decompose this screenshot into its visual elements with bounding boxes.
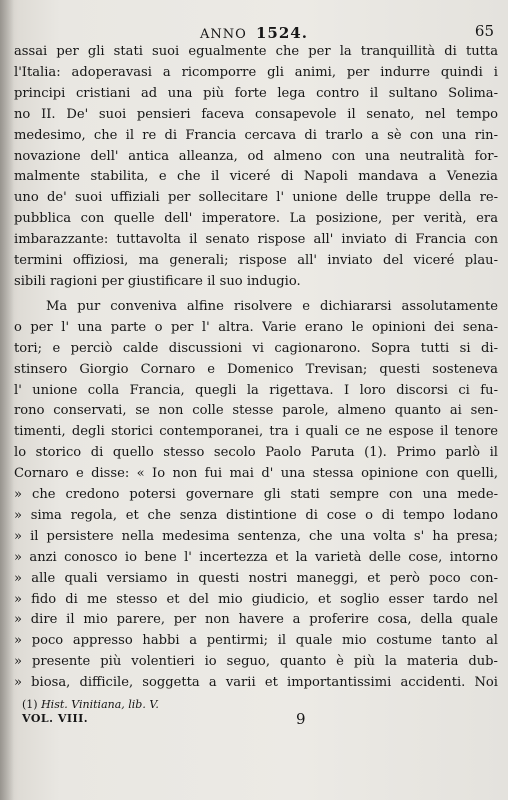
quote-line: » anzi conosco io bene l' incertezza et la varietà delle cose, intorno bbox=[14, 549, 498, 565]
footnote bbox=[22, 698, 159, 711]
volume-label: VOL. VIII. bbox=[22, 712, 89, 725]
text-line: imbarazzante: tuttavolta il senato rispose all' inviato di Francia con bbox=[14, 232, 498, 248]
text-line: rono conservati, se non colle stesse parole, almeno quanto ai sen- bbox=[14, 403, 498, 419]
signature-mark: 9 bbox=[296, 710, 306, 728]
paragraph-end-line: sibili ragioni per giustificare il suo indugio. bbox=[14, 273, 301, 289]
quote-line: » sima regola, et che senza distintione di cose o di tempo lodano bbox=[14, 507, 498, 523]
running-head bbox=[0, 24, 508, 42]
text-line: medesimo, che il re di Francia cercava di trarlo a sè con una rin- bbox=[14, 127, 498, 143]
text-line: l' unione colla Francia, quegli la rigettava. I loro discorsi ci fu- bbox=[14, 382, 498, 398]
text-line: tori; e perciò calde discussioni vi cagionarono. Sopra tutti si di- bbox=[14, 340, 498, 356]
text-line: termini offiziosi, ma generali; rispose all' inviato del viceré plau- bbox=[14, 253, 498, 269]
quote-line: » presente più volentieri io seguo, quanto è più la materia dub- bbox=[14, 654, 498, 670]
text-line: no II. De' suoi pensieri faceva consapevole il senato, nel tempo bbox=[14, 106, 498, 122]
footnote-marker: (1) bbox=[22, 698, 38, 711]
page-number: 65 bbox=[474, 22, 494, 40]
quote-line: » poco appresso habbi a pentirmi; il quale mio costume tanto al bbox=[14, 633, 498, 649]
binding-shadow bbox=[0, 0, 14, 800]
quote-line: » che credono potersi governare gli stati sempre con una mede- bbox=[14, 487, 498, 503]
text-line: malmente stabilita, e che il viceré di Napoli mandava a Venezia bbox=[14, 169, 498, 185]
quote-line: » alle quali versiamo in questi nostri maneggi, et però poco con- bbox=[14, 570, 498, 586]
text-line: stinsero Giorgio Cornaro e Domenico Trevisan; questi sosteneva bbox=[14, 361, 498, 377]
text-line: lo storico di quello stesso secolo Paolo Paruta (1). Primo parlò il bbox=[14, 445, 498, 461]
text-line: timenti, degli storici contemporanei, tra i quali ce ne espose il tenore bbox=[14, 424, 498, 440]
text-line: assai per gli stati suoi egualmente che per la tranquillità di tutta bbox=[14, 44, 498, 59]
text-line: Cornaro e disse: « Io non fui mai d' una stessa opinione con quelli, bbox=[14, 466, 498, 482]
footnote-text: Hist. Vinitiana, lib. V. bbox=[41, 698, 159, 711]
text-line: principi cristiani ad una più forte lega contro il sultano Solima- bbox=[14, 85, 498, 101]
running-head-year: 1524. bbox=[255, 24, 308, 42]
quote-line: » fido di me stesso et del mio giudicio, et soglio esser tardo nel bbox=[14, 591, 498, 607]
text-line: o per l' una parte o per l' altra. Varie erano le opinioni dei sena- bbox=[14, 319, 498, 335]
body-text bbox=[14, 42, 498, 694]
text-line: novazione dell' antica alleanza, od almeno con una neutralità for- bbox=[14, 148, 498, 164]
quote-line: » dire il mio parere, per non havere a proferire cosa, della quale bbox=[14, 612, 498, 628]
quote-line: » il persistere nella medesima sentenza, che una volta s' ha presa; bbox=[14, 528, 498, 544]
running-head-label: ANNO bbox=[200, 27, 247, 42]
text-line: uno de' suoi uffiziali per sollecitare l' unione delle truppe della re- bbox=[14, 190, 498, 206]
text-line: l'Italia: adoperavasi a ricomporre gli animi, per indurre quindi i bbox=[14, 64, 498, 80]
text-line: pubblica con quelle dell' imperatore. La posizione, per verità, era bbox=[14, 211, 498, 227]
quote-line: » biosa, difficile, soggetta a varii et importantissimi accidenti. Noi bbox=[14, 675, 498, 691]
paragraph-start-line: Ma pur conveniva alfine risolvere e dichiararsi assolutamente bbox=[46, 298, 498, 314]
